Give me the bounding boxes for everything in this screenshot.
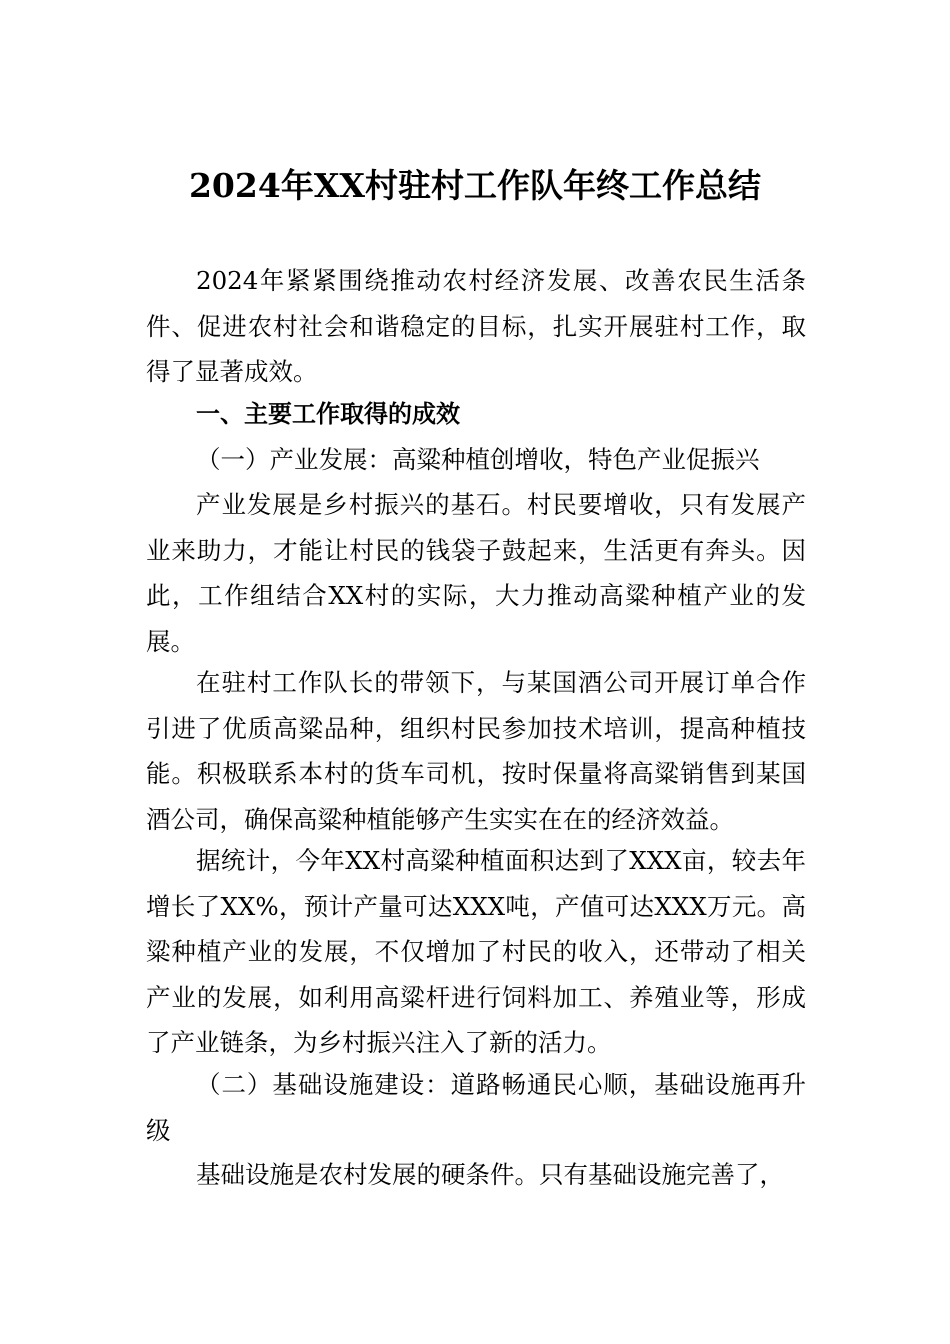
paragraph-order-cooperation: 在驻村工作队长的带领下，与某国酒公司开展订单合作引进了优质高粱品种，组织村民参加技术培训，提高种植技能。积极联系本村的货车司机，按时保量将高粱销售到某国酒公司，确保高粱种植能够产生实实在在的经济效益。	[146, 668, 806, 834]
paragraph-infrastructure: 基础设施是农村发展的硬条件。只有基础设施完善了，	[196, 1160, 784, 1189]
document-title: 2024年XX村驻村工作队年终工作总结	[188, 166, 762, 205]
intro-paragraph: 2024年紧紧围绕推动农村经济发展、改善农民生活条件、促进农村社会和谐稳定的目标，扎实开展驻村工作，取得了显著成效。	[146, 266, 806, 386]
paragraph-statistics: 据统计，今年XX村高粱种植面积达到了XXX亩，较去年增长了XX%，预计产量可达XXX吨，产值可达XXX万元。高粱种植产业的发展，不仅增加了村民的收入，还带动了相关产业的发展，如利用高粱杆进行饲料加工、养殖业等，形成了产业链条，为乡村振兴注入了新的活力。	[146, 846, 806, 1057]
subsection-heading-1: （一）产业发展：高粱种植创增收，特色产业促振兴	[196, 445, 760, 474]
paragraph-industry-foundation: 产业发展是乡村振兴的基石。村民要增收，只有发展产业来助力，才能让村民的钱袋子鼓起来，生活更有奔头。因此，工作组结合XX村的实际，大力推动高粱种植产业的发展。	[146, 490, 806, 656]
section-heading-1: 一、主要工作取得的成效	[196, 400, 460, 428]
subsection-heading-2: （二）基础设施建设：道路畅通民心顺，基础设施再升级	[146, 1070, 806, 1145]
